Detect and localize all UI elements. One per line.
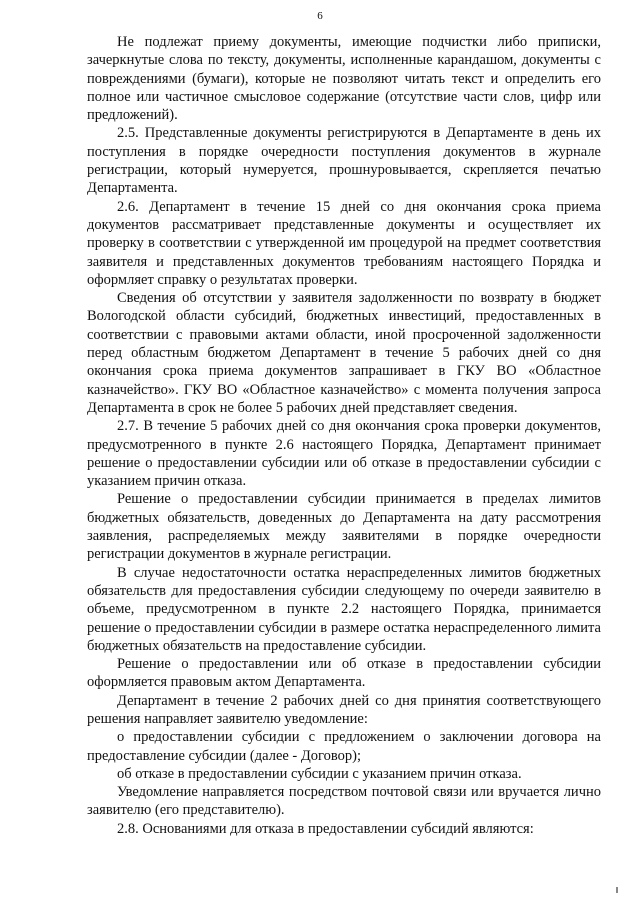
paragraph-2-6-review: 2.6. Департамент в течение 15 дней со дня окончания срока приема документов рассматривает представленные документы и осуществляет их проверку в соответствии с утвержденной им процедурой на предмет соответствия заявителя и представленных документов требованиям настоящего Порядка и оформляет справку о результатах проверки. xyxy=(87,198,601,288)
scan-mark xyxy=(616,887,618,893)
paragraph-2-5-registration: 2.5. Представленные документы регистрируются в Департаменте в день их поступления в порядке очередности поступления документов в журнале регистрации, который нумеруется, прошнуровывается, скрепляется печатью Департамента. xyxy=(87,125,601,197)
paragraph-2-7-decision: 2.7. В течение 5 рабочих дней со дня окончания срока проверки документов, предусмотренного в пункте 2.6 настоящего Порядка, Департамент принимает решение о предоставлении субсидии или об отказе в предоставлении субсидии с указанием причин отказа. xyxy=(87,418,601,490)
paragraph-notification-grant: о предоставлении субсидии с предложением о заключении договора на предоставление субсидии (далее - Договор); xyxy=(87,729,601,764)
paragraph-document-rejection: Не подлежат приему документы, имеющие подчистки либо приписки, зачеркнутые слова по тексту, документы, исполненные карандашом, документы с повреждениями (бумаги), которые не позволяют читать текст и определить его полное или частичное смысловое содержание (отсутствие части слов, цифр или предложений). xyxy=(87,34,601,124)
page-number: 6 xyxy=(317,10,323,22)
paragraph-delivery-method: Уведомление направляется посредством почтовой связи или вручается лично заявителю (его представителю). xyxy=(87,784,601,819)
paragraph-notification-refusal: об отказе в предоставлении субсидии с указанием причин отказа. xyxy=(117,765,522,782)
paragraph-budget-limits: Решение о предоставлении субсидии принимается в пределах лимитов бюджетных обязательств, доведенных до Департамента на дату рассмотрения заявления, распределяемых между заявителями в порядке очередности регистрации документов в журнале регистрации. xyxy=(87,491,601,563)
document-body xyxy=(87,33,601,838)
paragraph-debt-information: Сведения об отсутствии у заявителя задолженности по возврату в бюджет Вологодской области субсидий, бюджетных инвестиций, предоставленных в соответствии с правовыми актами области, иной просроченной задолженности перед областным бюджетом Департамент в течение 5 рабочих дней со дня окончания срока приема документов запрашивает в ГКУ ВО «Областное казначейство». ГКУ ВО «Областное казначейство» с момента получения запроса Департамента в срок не более 5 рабочих дней представляет сведения. xyxy=(87,290,601,416)
paragraph-insufficient-limits: В случае недостаточности остатка нераспределенных лимитов бюджетных обязательств для предоставления субсидии следующему по очереди заявителю в объеме, предусмотренном в пункте 2.2 настоящего Порядка, принимается решение о предоставлении субсидии в размере остатка нераспределенного лимита бюджетных обязательств на предоставление субсидии. xyxy=(87,564,601,654)
paragraph-notification: Департамент в течение 2 рабочих дней со дня принятия соответствующего решения направляет заявителю уведомление: xyxy=(87,692,601,727)
paragraph-2-8-grounds: 2.8. Основаниями для отказа в предоставлении субсидий являются: xyxy=(117,820,534,837)
paragraph-legal-act: Решение о предоставлении или об отказе в предоставлении субсидии оформляется правовым актом Департамента. xyxy=(87,656,601,691)
